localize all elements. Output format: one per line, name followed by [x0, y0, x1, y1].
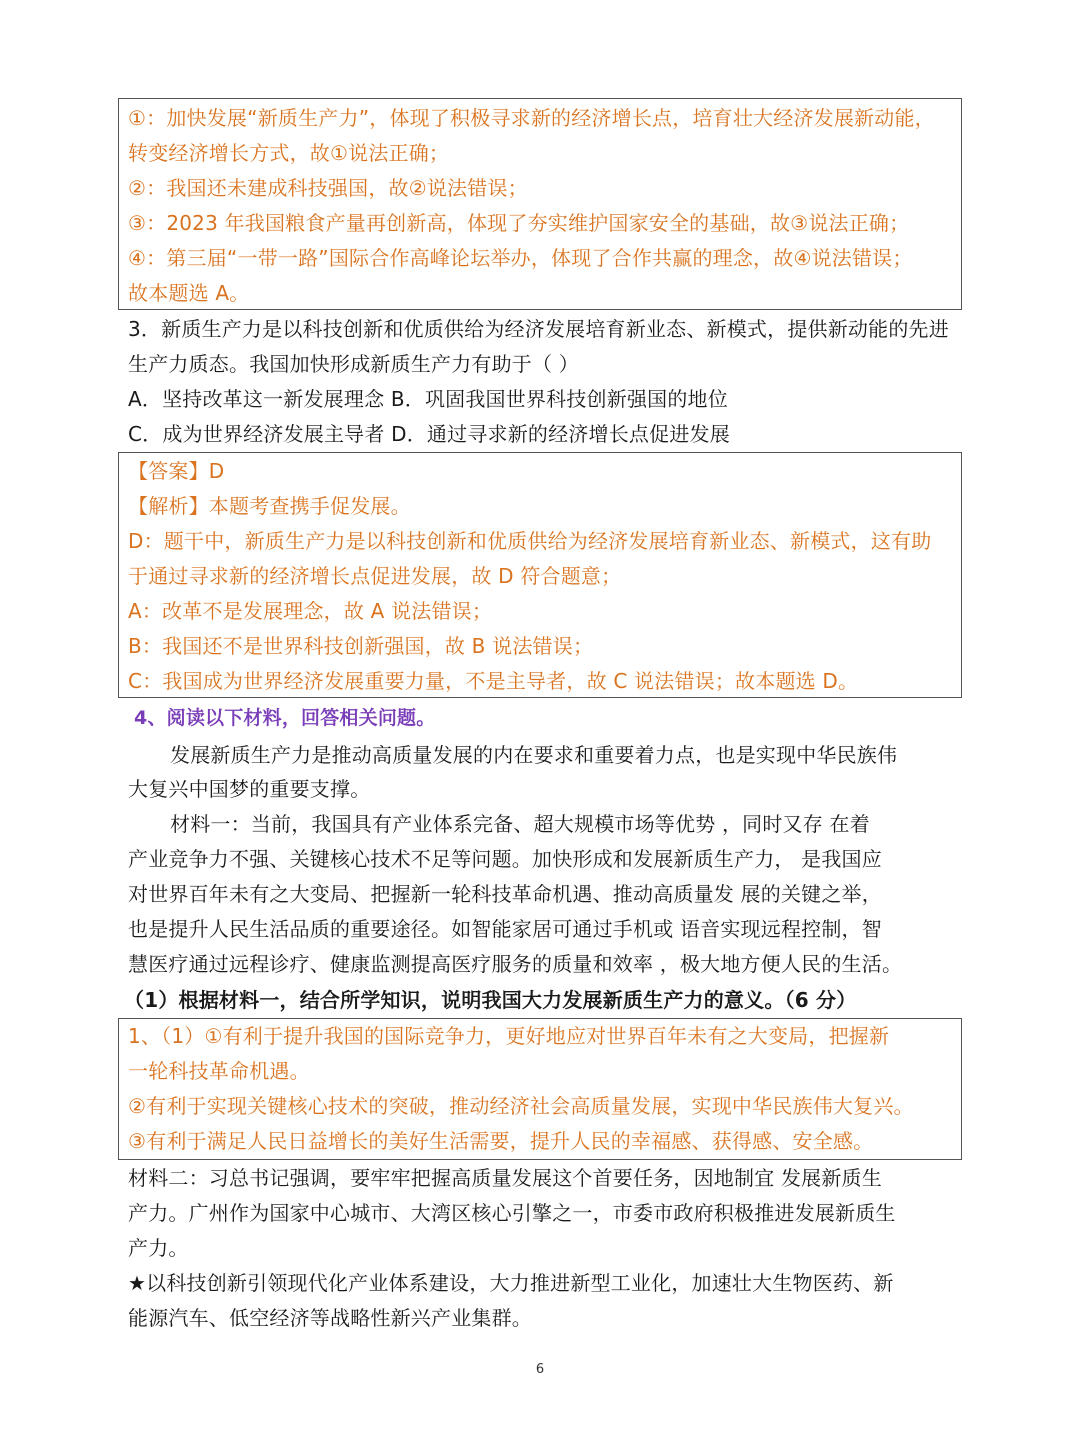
- box3-line-1: 1、（1）①有利于提升我国的国际竞争力，更好地应对世界百年未有之大变局，把握新: [128, 1024, 890, 1048]
- material2-line-2: 产力。广州作为国家中心城市、大湾区核心引擎之一，市委市政府积极推进发展新质生: [128, 1201, 896, 1225]
- box3-line-4: ③有利于满足人民日益增长的美好生活需要，提升人民的幸福感、获得感、安全感。: [128, 1129, 874, 1153]
- box2-line-d-2: 于通过寻求新的经济增长点促进发展，故 D 符合题意；: [128, 564, 622, 588]
- sub-question-1: （1）根据材料一，结合所学知识，说明我国大力发展新质生产力的意义。（6 分）: [124, 988, 857, 1012]
- box1-line-2: 转变经济增长方式，故①说法正确；: [128, 141, 450, 165]
- material2-line-4: ★以科技创新引领现代化产业体系建设，大力推进新型工业化，加速壮大生物医药、新: [128, 1271, 894, 1295]
- material1-line-3: 对世界百年未有之大变局、把握新一轮科技革命机遇、推动高质量发 展的关键之举，: [128, 882, 882, 906]
- question4-heading: 4、阅读以下材料，回答相关问题。: [134, 707, 436, 729]
- material1-line-1: 材料一：当前，我国具有产业体系完备、超大规模市场等优势 ，同时又存 在着: [170, 812, 870, 836]
- box2-line-a: A：改革不是发展理念，故 A 说法错误；: [128, 599, 493, 623]
- box2-line-b: B：我国还不是世界科技创新强国，故 B 说法错误；: [128, 634, 594, 658]
- box2-analysis-title: 【解析】本题考查携手促发展。: [128, 494, 411, 518]
- box2-answer: 【答案】D: [128, 459, 225, 483]
- material2-line-3: 产力。: [128, 1236, 189, 1260]
- box1-line-5: ④：第三届“一带一路”国际合作高峰论坛举办，体现了合作共赢的理念，故④说法错误；: [128, 246, 913, 270]
- question3-options-line-1: A．坚持改革这一新发展理念 B．巩固我国世界科技创新强国的地位: [128, 387, 728, 411]
- box2-line-c: C：我国成为世界经济发展重要力量，不是主导者，故 C 说法错误；故本题选 D。: [128, 669, 859, 693]
- question3-stem-line-2: 生产力质态。我国加快形成新质生产力有助于（ ）: [128, 352, 579, 376]
- material1-line-4: 也是提升人民生活品质的重要途径。如智能家居可通过手机或 语音实现远程控制，智: [128, 917, 882, 941]
- box1-line-4: ③：2023 年我国粮食产量再创新高，体现了夯实维护国家安全的基础，故③说法正确；: [128, 211, 910, 235]
- question4-intro-line-2: 大复兴中国梦的重要支撑。: [128, 777, 371, 801]
- box3-line-3: ②有利于实现关键核心技术的突破，推动经济社会高质量发展，实现中华民族伟大复兴。: [128, 1094, 914, 1118]
- box3-line-2: 一轮科技革命机遇。: [128, 1059, 310, 1083]
- question4-intro-line-1: 发展新质生产力是推动高质量发展的内在要求和重要着力点，也是实现中华民族伟: [170, 743, 898, 767]
- page-number: 6: [535, 1362, 545, 1377]
- material2-line-5: 能源汽车、低空经济等战略性新兴产业集群。: [128, 1306, 532, 1330]
- material1-line-2: 产业竞争力不强、关键核心技术不足等问题。加快形成和发展新质生产力， 是我国应: [128, 847, 882, 871]
- question3-stem-line-1: 3．新质生产力是以科技创新和优质供给为经济发展培育新业态、新模式，提供新动能的先进: [128, 317, 949, 341]
- box1-line-6: 故本题选 A。: [128, 281, 250, 305]
- material1-line-5: 慧医疗通过远程诊疗、健康监测提高医疗服务的质量和效率 ，极大地方便人民的生活。: [128, 952, 903, 976]
- material2-line-1: 材料二：习总书记强调，要牢牢把握高质量发展这个首要任务，因地制宜 发展新质生: [128, 1166, 882, 1190]
- question3-options-line-2: C．成为世界经济发展主导者 D．通过寻求新的经济增长点促进发展: [128, 422, 730, 446]
- box2-line-d-1: D：题干中，新质生产力是以科技创新和优质供给为经济发展培育新业态、新模式，这有助: [128, 529, 932, 553]
- box1-line-1: ①：加快发展“新质生产力”，体现了积极寻求新的经济增长点，培育壮大经济发展新动能，: [128, 106, 935, 130]
- box1-line-3: ②：我国还未建成科技强国，故②说法错误；: [128, 176, 528, 200]
